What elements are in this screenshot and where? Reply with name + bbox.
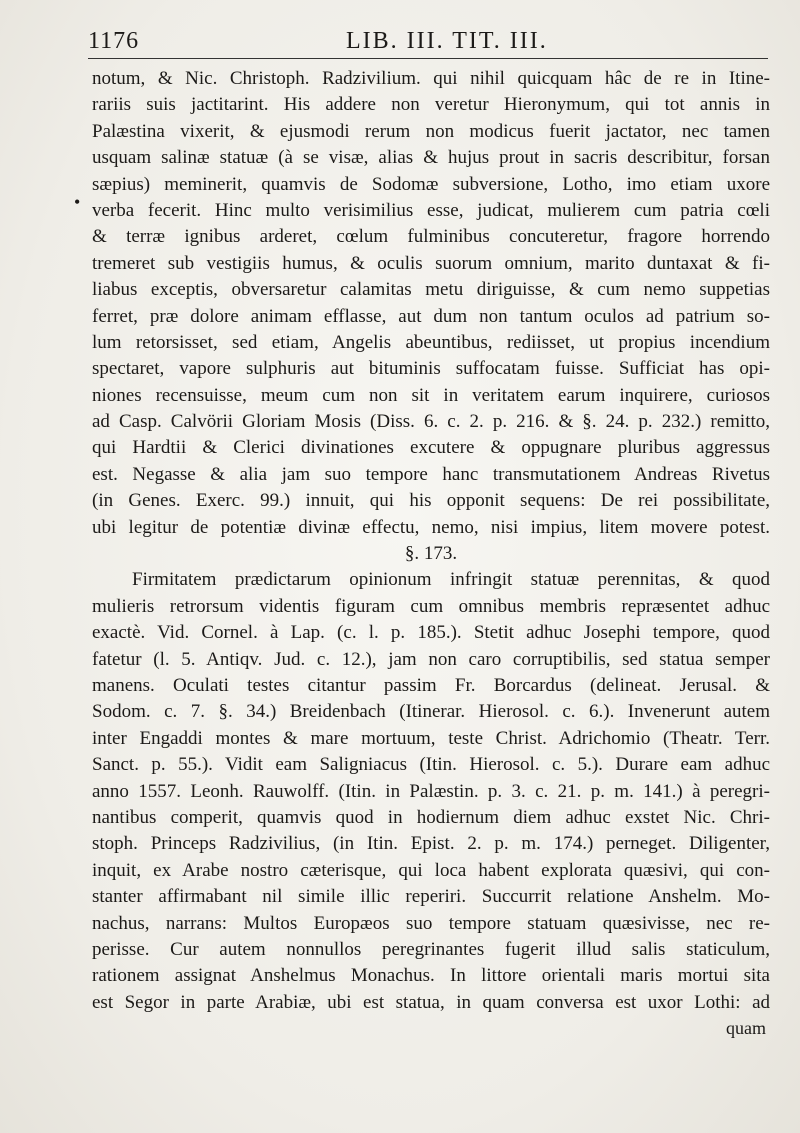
text-line: verba fecerit. Hinc multo verisimilius esse, judicat, mulierem cum patria cœli xyxy=(92,199,770,221)
text-line: ferret, præ dolore animam efflasse, aut dum non tantum oculos ad patrium so- xyxy=(92,305,770,327)
page-header xyxy=(88,18,772,58)
text-line: sæpius) meminerit, quamvis de Sodomæ subversione, Lotho, imo etiam uxore xyxy=(92,173,770,195)
text-body xyxy=(92,66,770,1016)
text-line: inquit, ex Arabe nostro cæterisque, qui loca habent explorata quæsivi, qui con- xyxy=(92,859,770,881)
text-line: stanter affirmabant nil simile illic reperiri. Succurrit relatione Anshelm. Mo- xyxy=(92,886,770,908)
text-line: niones recensuisse, meum cum non sit in veritatem earum inquirere, curiosos xyxy=(92,384,770,406)
page-number: 1176 xyxy=(88,28,140,54)
text-line: mulieris retrorsum videntis figuram cum omnibus membris repræsentet adhuc xyxy=(92,595,770,617)
text-line: manens. Oculati testes citantur passim Fr. Borcardus (delineat. Jerusal. & xyxy=(92,674,770,696)
text-line: nachus, narrans: Multos Europæos suo tempore statuam quæsivisse, nec re- xyxy=(92,912,770,934)
catchword: quam xyxy=(726,1018,766,1038)
text-line: inter Engaddi montes & mare mortuum, teste Christ. Adrichomio (Theatr. Terr. xyxy=(92,727,770,749)
text-line: fatetur (l. 5. Antiqv. Jud. c. 12.), jam non caro corruptibilis, sed statua semper xyxy=(92,648,770,670)
text-line: spectaret, vapore sulphuris aut bituminis suffocatam fuisse. Sufficiat has opi- xyxy=(92,358,770,380)
text-line: tremeret sub vestigiis humus, & oculis suorum omnium, marito duntaxat & fi- xyxy=(92,252,770,274)
text-line: lum retorsisset, sed etiam, Angelis abeuntibus, rediisset, ut propius incendium xyxy=(92,331,770,353)
text-line: Palæstina vixerit, & ejusmodi rerum non modicus fuerit jactator, nec tamen xyxy=(92,120,770,142)
text-line: est Segor in parte Arabiæ, ubi est statua, in quam conversa est uxor Lothi: ad xyxy=(92,991,770,1013)
text-line: (in Genes. Exerc. 99.) innuit, qui his opponit sequens: De rei possibilitate, xyxy=(92,490,770,512)
text-line: ad Casp. Calvörii Gloriam Mosis (Diss. 6. c. 2. p. 216. & §. 24. p. 232.) remitto, xyxy=(92,411,770,433)
text-line: stoph. Princeps Radzivilius, (in Itin. Epist. 2. p. m. 174.) perneget. Diligenter, xyxy=(92,833,770,855)
text-line: Sodom. c. 7. §. 34.) Breidenbach (Itinerar. Hierosol. c. 6.). Invenerunt autem xyxy=(92,701,770,723)
text-line: est. Negasse & alia jam suo tempore hanc transmutationem Andreas Rivetus xyxy=(92,463,770,485)
text-line: usquam salinæ statuæ (à se visæ, alias & hujus prout in sacris describitur, forsan xyxy=(92,147,770,169)
margin-mark: • xyxy=(74,192,81,212)
text-line: perisse. Cur autem nonnullos peregrinantes fugerit illud salis staticulum, xyxy=(92,938,770,960)
text-line: rariis suis jactitarint. His addere non veretur Hieronymum, qui tot annis in xyxy=(92,94,770,116)
text-line: nantibus comperit, quamvis quod in hodiernum diem adhuc exstet Nic. Chri- xyxy=(92,806,770,828)
text-line: exactè. Vid. Cornel. à Lap. (c. l. p. 185.). Stetit adhuc Josephi tempore, quod xyxy=(92,622,770,644)
header-rule xyxy=(88,58,768,59)
text-line: qui Hardtii & Clerici divinationes excutere & oppugnare pluribus aggressus xyxy=(92,437,770,459)
running-head: LIB. III. TIT. III. xyxy=(346,28,548,54)
text-line: Firmitatem prædictarum opinionum infringit statuæ perennitas, & quod xyxy=(132,569,770,591)
section-heading: §. 173. xyxy=(404,543,458,565)
text-line: anno 1557. Leonh. Rauwolff. (Itin. in Palæstin. p. 3. c. 21. p. m. 141.) à peregri- xyxy=(92,780,770,802)
text-line: Sanct. p. 55.). Vidit eam Saligniacus (Itin. Hierosol. c. 5.). Durare eam adhuc xyxy=(92,754,770,776)
text-line: & terræ ignibus arderet, cœlum fulminibus concuteretur, fragore horrendo xyxy=(92,226,770,248)
text-line: ubi legitur de potentiæ divinæ effectu, nemo, nisi impius, litem movere potest. xyxy=(92,516,770,538)
text-line: notum, & Nic. Christoph. Radzivilium. qui nihil quicquam hâc de re in Itine- xyxy=(92,68,770,89)
text-line: rationem assignat Anshelmus Monachus. In littore orientali maris mortui sita xyxy=(92,965,770,987)
text-line: liabus exceptis, obversaretur calamitas metu diriguisse, & cum nemo suppetias xyxy=(92,279,770,301)
